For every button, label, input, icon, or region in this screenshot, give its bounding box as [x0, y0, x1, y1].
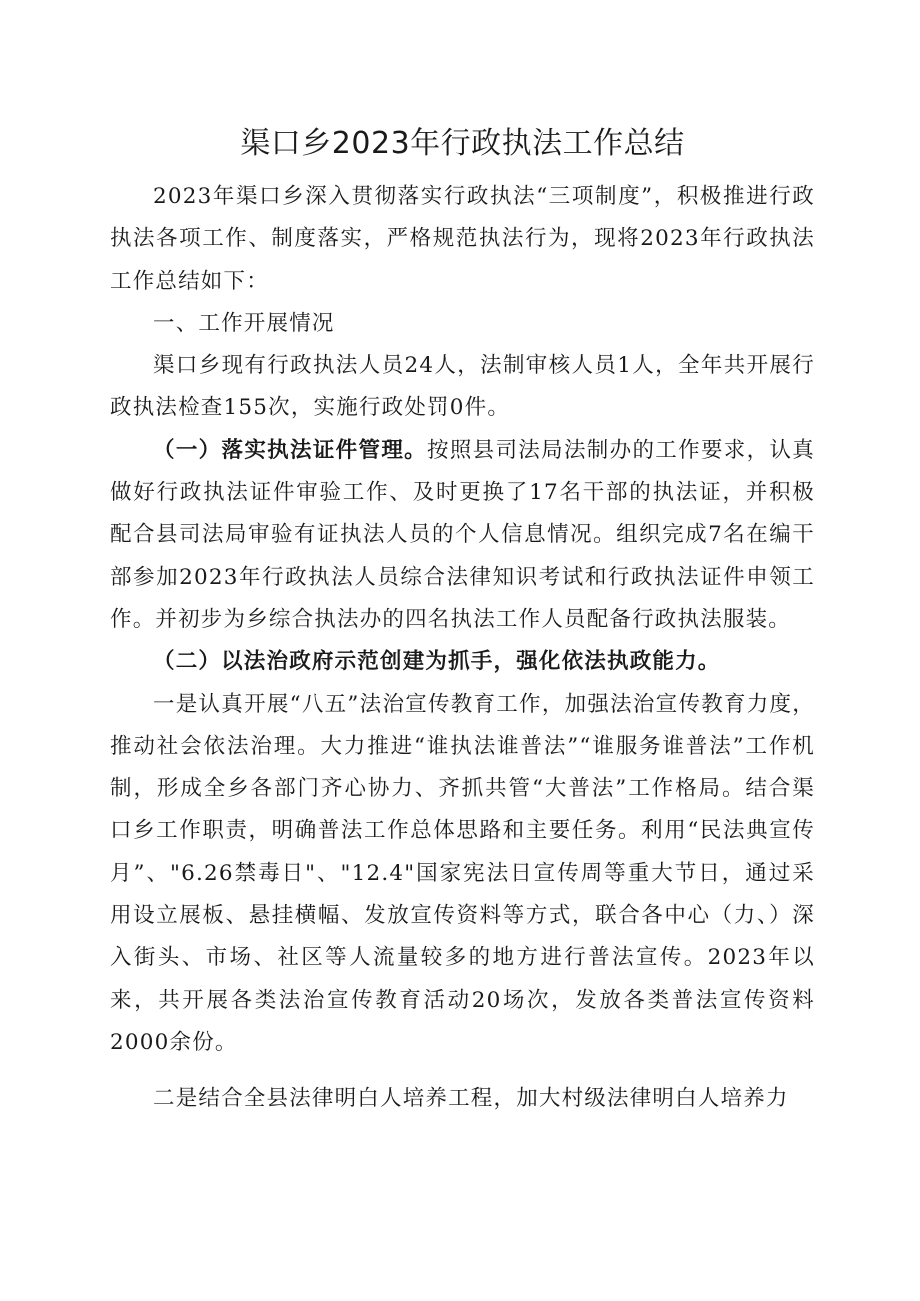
document-page: [110, 118, 815, 1121]
point-one-paragraph: 一是认真开展“八五”法治宣传教育工作，加强法治宣传教育力度，推动社会依法治理。大力推进“谁执法谁普法”“谁服务谁普法”工作机制，形成全乡各部门齐心协力、齐抓共管“大普法”工作格局。结合渠口乡工作职责，明确普法工作总体思路和主要任务。利用“民法典宣传月”、"6.26禁毒日"、"12.4"国家宪法日宣传周等重大节日，通过采用设立展板、悬挂横幅、发放宣传资料等方式，联合各中心（力、）深入街头、市场、社区等人流量较多的地方进行普法宣传。2023年以来，共开展各类法治宣传教育活动20场次，发放各类普法宣传资料2000余份。: [110, 691, 815, 1055]
intro-paragraph: 2023年渠口乡深入贯彻落实行政执法“三项制度”，积极推进行政执法各项工作、制度落实，严格规范执法行为，现将2023年行政执法工作总结如下：: [110, 184, 815, 294]
subsection-heading-rule-of-law: （二）以法治政府示范创建为抓手，强化依法执政能力。: [153, 649, 721, 675]
section-heading-work-status: 一、工作开展情况: [153, 310, 335, 336]
subsection-lead: （一）落实执法证件管理。: [153, 437, 427, 463]
section-body-staff-summary: 渠口乡现有行政执法人员24人，法制审核人员1人，全年共开展行政执法检查155次，实施行政处罚0件。: [110, 353, 815, 421]
document-title: 渠口乡2023年行政执法工作总结: [240, 126, 685, 161]
paragraph-gap: [110, 1064, 815, 1078]
subsection-body: 按照县司法局法制办的工作要求，认真做好行政执法证件审验工作、及时更换了17名干部的执法证，并积极配合县司法局审验有证执法人员的个人信息情况。组织完成7名在编干部参加2023年行政执法人员综合法律知识考试和行政执法证件申领工作。并初步为乡综合执法办的四名执法工作人员配备行政执法服装。: [110, 437, 815, 632]
subsection-certificate-management: [110, 430, 815, 641]
point-two-paragraph: 二是结合全县法律明白人培养工程，加大村级法律明白人培养力: [153, 1086, 789, 1112]
